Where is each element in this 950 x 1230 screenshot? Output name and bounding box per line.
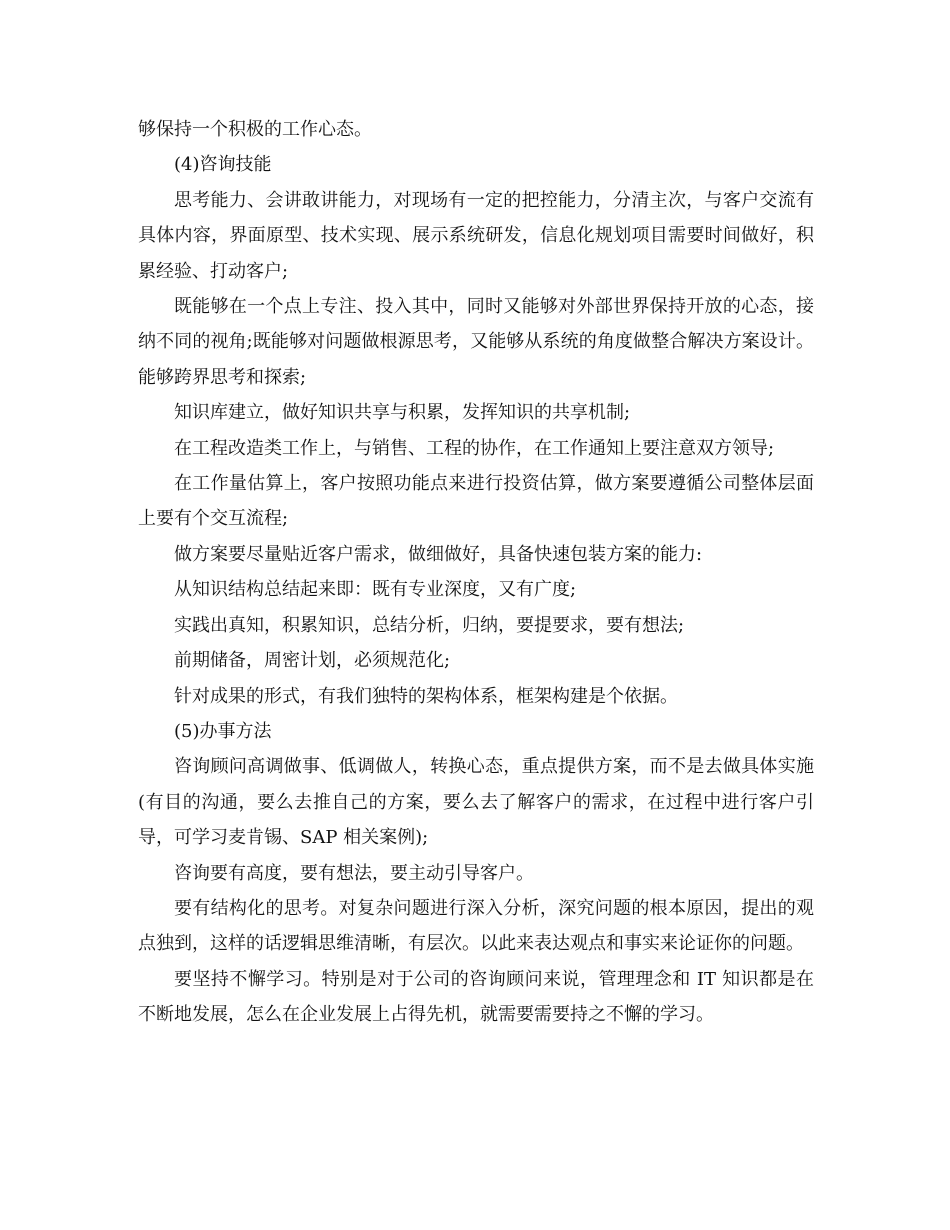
- document-body: [138, 112, 814, 1033]
- paragraph: 做方案要尽量贴近客户需求，做细做好，具备快速包装方案的能力:: [174, 543, 703, 565]
- paragraph: 咨询顾问高调做事、低调做人，转换心态，重点提供方案，而不是去做具体实施(有目的沟通，要么去推自己的方案，要么去了解客户的需求，在过程中进行客户引导，可学习麦肯锡、SAP 相关案例);: [138, 756, 814, 849]
- paragraph: 既能够在一个点上专注、投入其中，同时又能够对外部世界保持开放的心态，接纳不同的视角;既能够对问题做根源思考，又能够从系统的角度做整合解决方案设计。能够跨界思考和探索;: [138, 296, 814, 388]
- paragraph: 知识库建立，做好知识共享与积累，发挥知识的共享机制;: [174, 402, 631, 424]
- paragraph: 思考能力、会讲敢讲能力，对现场有一定的把控能力，分清主次，与客户交流有具体内容，界面原型、技术实现、展示系统研发，信息化规划项目需要时间做好，积累经验、打动客户;: [138, 189, 814, 282]
- paragraph: 要有结构化的思考。对复杂问题进行深入分析，深究问题的根本原因，提出的观点独到，这样的话逻辑思维清晰，有层次。以此来表达观点和事实来论证你的问题。: [138, 897, 814, 955]
- paragraph: 咨询要有高度，要有想法，要主动引导客户。: [174, 862, 534, 884]
- paragraph: 从知识结构总结起来即：既有专业深度，又有广度;: [174, 579, 577, 601]
- paragraph: 实践出真知，积累知识，总结分析，归纳，要提要求，要有想法;: [174, 614, 685, 636]
- paragraph: 在工程改造类工作上，与销售、工程的协作，在工作通知上要注意双方领导;: [174, 437, 775, 459]
- paragraph: 在工作量估算上，客户按照功能点来进行投资估算，做方案要遵循公司整体层面上要有个交互流程;: [138, 473, 814, 530]
- paragraph: 前期储备，周密计划，必须规范化;: [174, 650, 451, 672]
- paragraph: 针对成果的形式，有我们独特的架构体系，框架构建是个依据。: [174, 685, 678, 707]
- section-heading-consulting-skills: (4)咨询技能: [174, 154, 272, 176]
- section-heading-working-methods: (5)办事方法: [174, 720, 272, 742]
- paragraph: 要坚持不懈学习。特别是对于公司的咨询顾问来说，管理理念和 IT 知识都是在不断地发展，怎么在企业发展上占得先机，就需要需要持之不懈的学习。: [138, 968, 814, 1026]
- paragraph-continuation: 够保持一个积极的工作心态。: [138, 119, 372, 140]
